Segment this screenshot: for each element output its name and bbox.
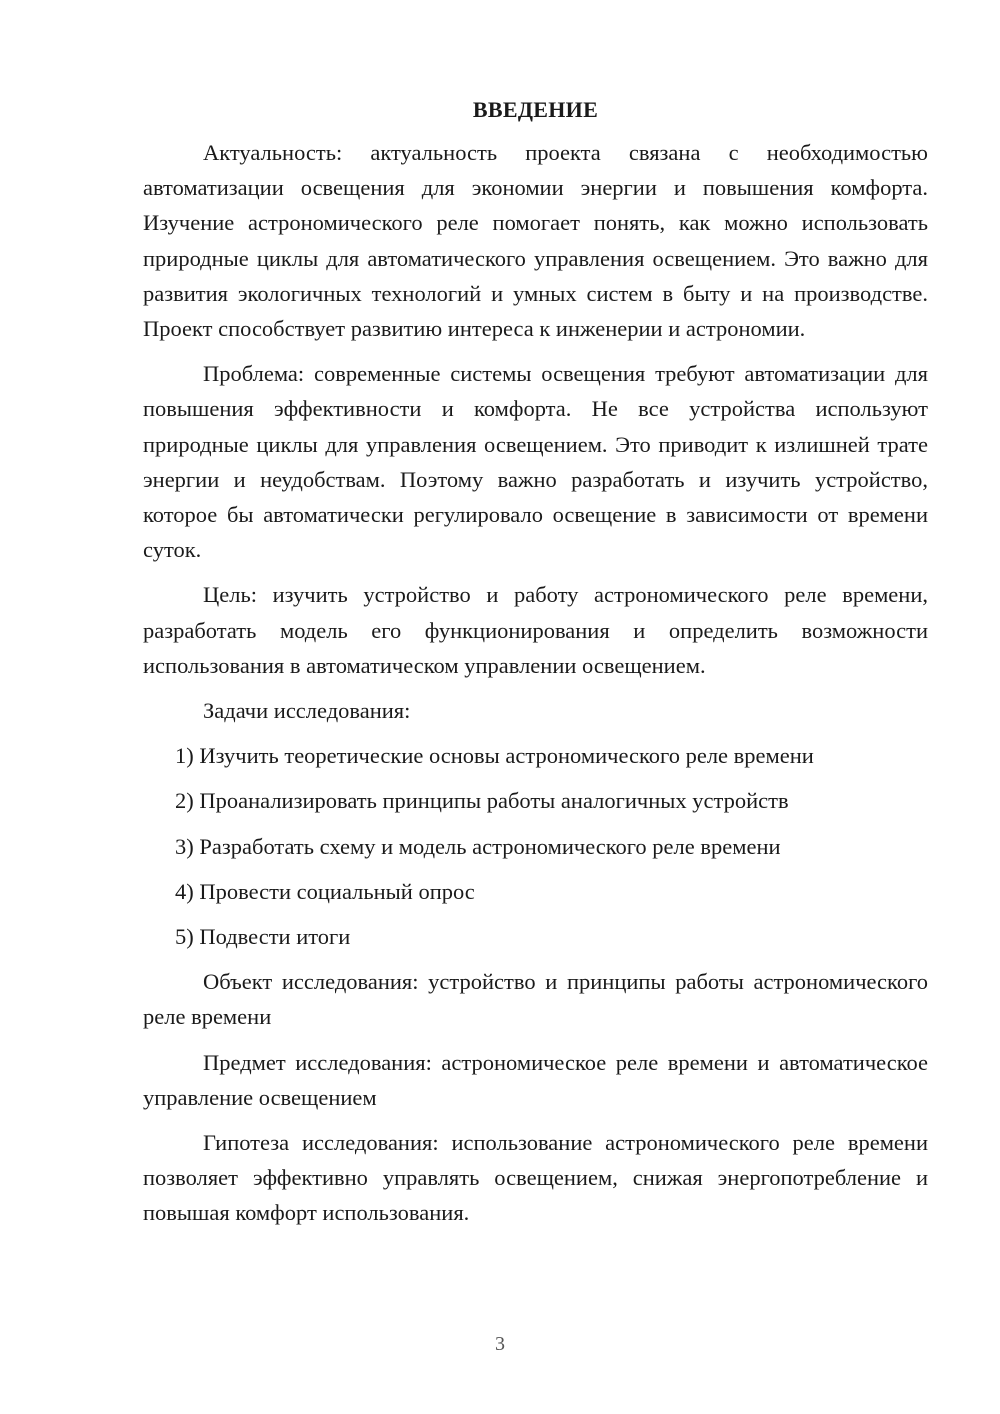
page-title: ВВЕДЕНИЕ	[472, 97, 599, 122]
document-page	[143, 92, 928, 1241]
list-item: 4) Провести социальный опрос	[175, 878, 475, 904]
list-item: 5) Подвести итоги	[175, 924, 351, 950]
tasks-list	[143, 738, 928, 954]
page-number: 3	[495, 1333, 505, 1355]
list-item: 3) Разработать схему и модель астрономического реле времени	[175, 833, 781, 859]
goal-paragraph: Цель: изучить устройство и работу астрономического реле времени, разработать модель его функционирования и определить возможности использования в автоматическом управлении освещением.	[143, 582, 928, 678]
list-item: 1) Изучить теоретические основы астрономического реле времени	[175, 743, 814, 769]
hypothesis-paragraph: Гипотеза исследования: использование астрономического реле времени позволяет эффективно управлять освещением, снижая энергопотребление и повышая комфорт использования.	[143, 1130, 928, 1226]
object-paragraph: Объект исследования: устройство и принципы работы астрономического реле времени	[143, 969, 928, 1030]
tasks-heading: Задачи исследования:	[203, 698, 411, 724]
relevance-paragraph: Актуальность: актуальность проекта связана с необходимостью автоматизации освещения для экономии энергии и повышения комфорта. Изучение астрономического реле помогает понять, как можно использовать природные циклы для автоматического управления освещением. Это важно для развития экологичных технологий и умных систем в быту и на производстве. Проект способствует развитию интереса к инженерии и астрономии.	[143, 140, 928, 342]
list-item: 2) Проанализировать принципы работы аналогичных устройств	[175, 788, 789, 814]
problem-paragraph: Проблема: современные системы освещения требуют автоматизации для повышения эффективности и комфорта. Не все устройства используют природные циклы для управления освещением. Это приводит к излишней трате энергии и неудобствам. Поэтому важно разработать и изучить устройство, которое бы автоматически регулировало освещение в зависимости от времени суток.	[143, 361, 928, 563]
subject-paragraph: Предмет исследования: астрономическое реле времени и автоматическое управление освещением	[143, 1049, 928, 1110]
